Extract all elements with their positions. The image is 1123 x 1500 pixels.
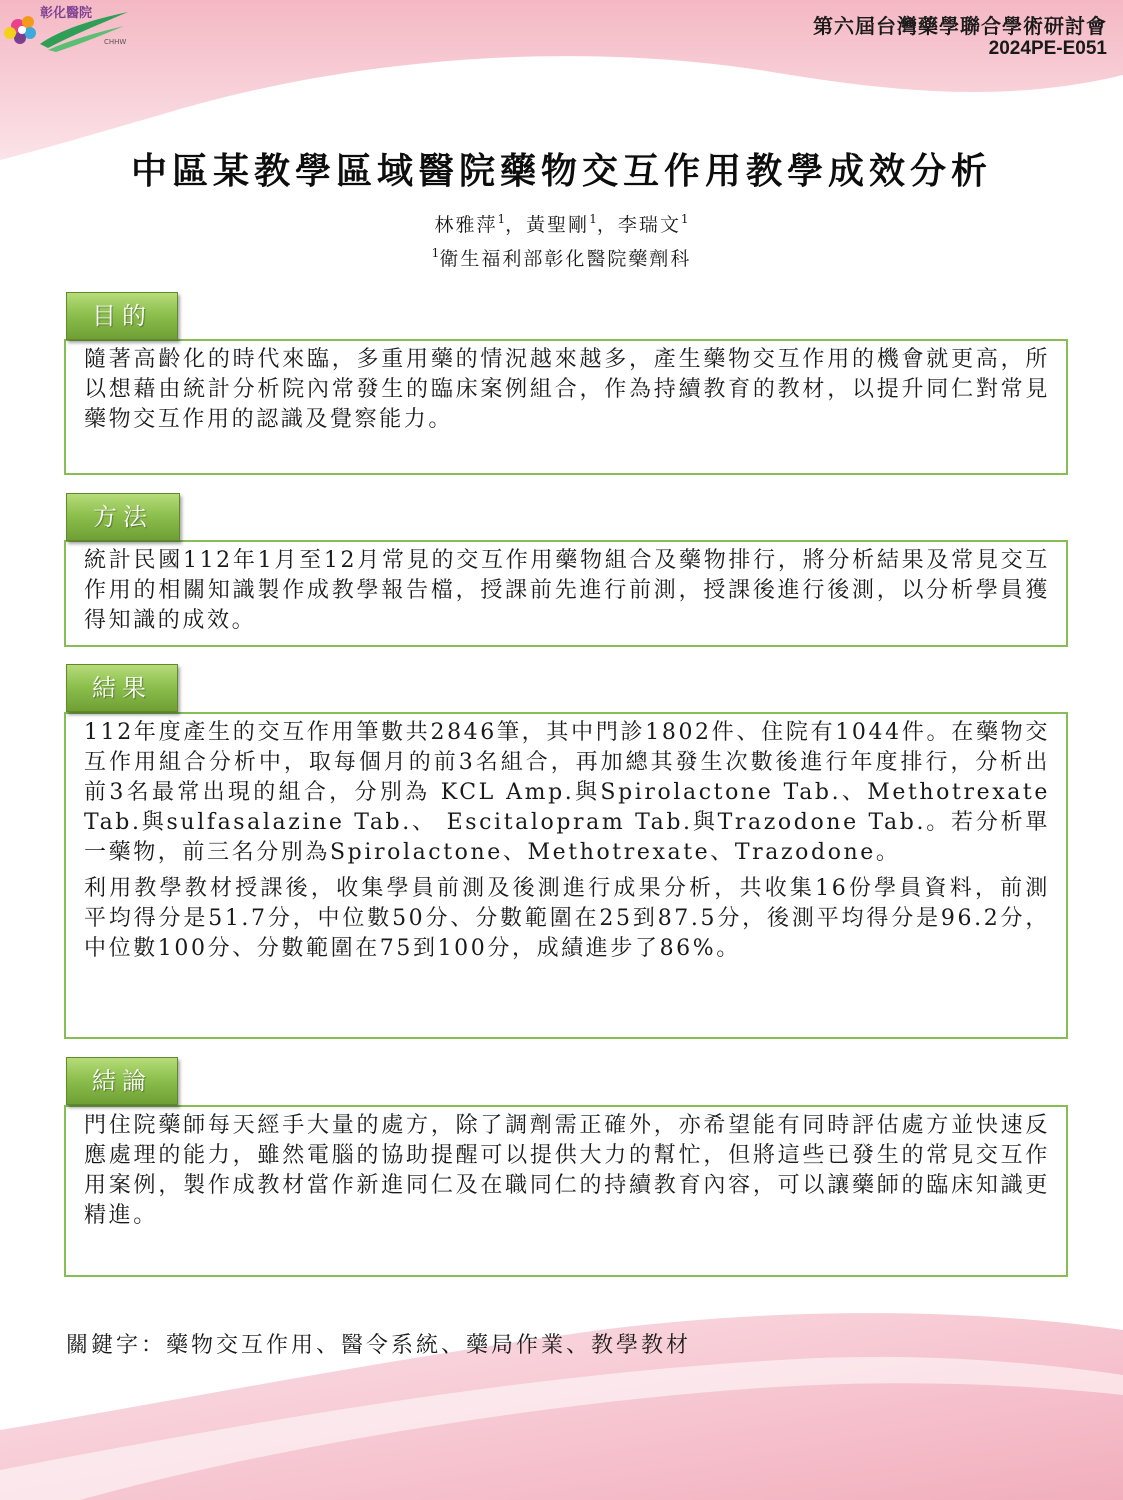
keywords: 關鍵字：藥物交互作用、醫令系統、藥局作業、教學教材 (66, 1333, 692, 1358)
author-separator: ， (596, 214, 618, 236)
results-paragraph-2: 利用教學教材授課後，收集學員前測及後測進行成果分析，共收集16份學員資料，前測平均得分是51.7分，中位數50分、分數範圍在25到87.5分，後測平均得分是96.2分，中位數100分、分數範圍在75到100分，成績進步了86%。 (84, 876, 1050, 961)
results-paragraph-1: 112年度產生的交互作用筆數共2846筆，其中門診1802件、住院有1044件。在藥物交互作用組合分析中，取每個月的前3名組合，再加總其發生次數後進行年度排行，分析出前3名最常出現的組合，分別為 KCL Amp.與Spirolactone Tab.、Methotrexate Tab.與sulfasalazine Tab.、 Escitalopram Tab.與Trazodone Tab.。若分析單一藥物，前三名分別為Spirolactone、Methotrexate、Trazodone。 (84, 720, 1050, 865)
purpose-text: 隨著高齡化的時代來臨，多重用藥的情況越來越多，產生藥物交互作用的機會就更高，所以想藉由統計分析院內常發生的臨床案例組合，作為持續教育的教材，以提升同仁對常見藥物交互作用的認識及覺察能力。 (84, 347, 1050, 432)
section-box-method (64, 540, 1068, 647)
section-box-conclusion (64, 1105, 1068, 1277)
author-list (0, 210, 1123, 237)
section-box-purpose (64, 339, 1068, 475)
author-name: 林雅萍 (434, 214, 498, 236)
conclusion-text: 門住院藥師每天經手大量的處方，除了調劑需正確外，亦希望能有同時評估處方並快速反應處理的能力，雖然電腦的協助提醒可以提供大力的幫忙，但將這些已發生的常見交互作用案例，製作成教材當作新進同仁及在職同仁的持續教育內容，可以讓藥師的臨床知識更精進。 (84, 1113, 1050, 1228)
logo-subtext: CHHW (104, 38, 127, 46)
author-name: 黃聖剛 (526, 214, 590, 236)
section-box-results (64, 712, 1068, 1039)
method-text: 統計民國112年1月至12月常見的交互作用藥物組合及藥物排行，將分析結果及常見交互作用的相關知識製作成教學報告檔，授課前先進行前測，授課後進行後測，以分析學員獲得知識的成效。 (84, 548, 1050, 633)
hospital-logo (0, 0, 140, 60)
poster-id: 2024PE-E051 (988, 38, 1107, 59)
affiliation-marker: 1 (431, 246, 440, 260)
author-separator: ， (505, 214, 527, 236)
section-heading-method: 方法 (66, 493, 180, 541)
section-heading-results: 結果 (66, 664, 178, 712)
section-heading-purpose: 目的 (66, 292, 178, 340)
affiliation (0, 244, 1123, 271)
logo-text: 彰化醫院 (40, 6, 93, 21)
affiliation-marker: 1 (589, 212, 597, 226)
section-heading-conclusion: 結論 (66, 1057, 178, 1105)
affiliation-marker: 1 (497, 212, 506, 226)
conference-name: 第六屆台灣藥學聯合學術研討會 (813, 14, 1107, 38)
affiliation-marker: 1 (680, 212, 689, 226)
author-name: 李瑞文 (617, 214, 681, 236)
page-title: 中區某教學區域醫院藥物交互作用教學成效分析 (130, 150, 992, 192)
affiliation-text: 衛生福利部彰化醫院藥劑科 (439, 248, 692, 270)
